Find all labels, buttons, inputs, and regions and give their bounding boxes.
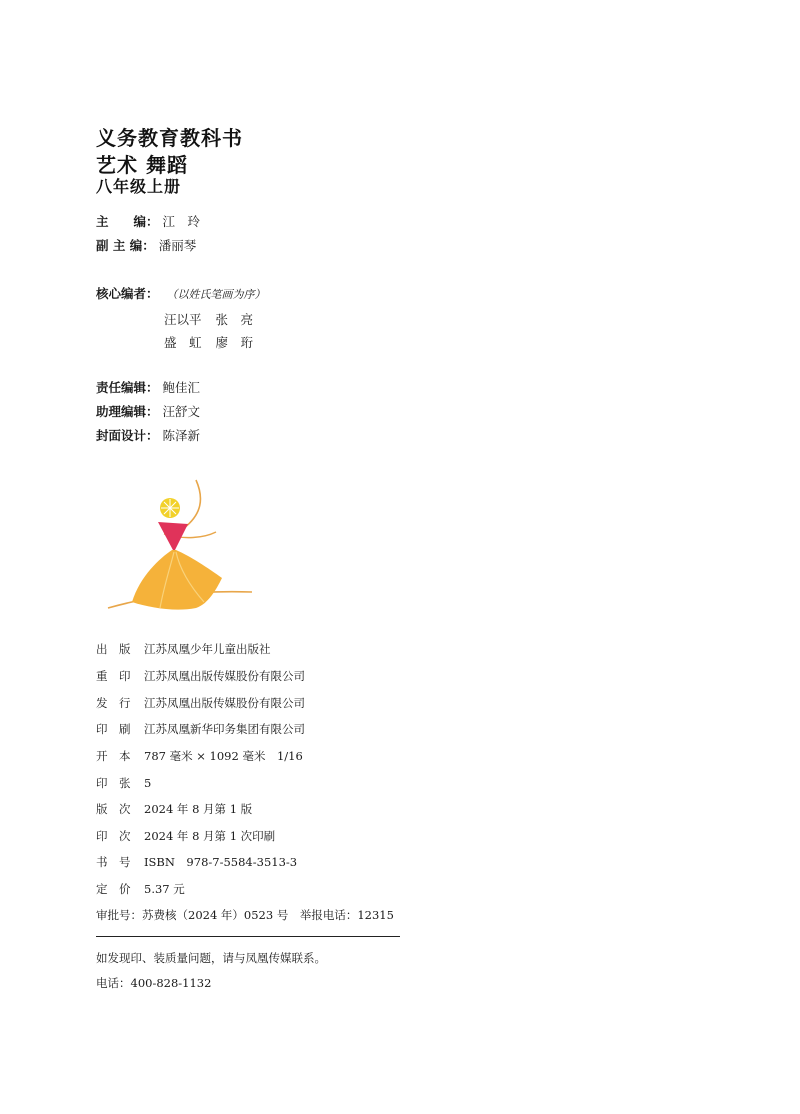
core-editor-name: 盛 虹 <box>164 335 202 350</box>
core-editors-row <box>96 286 266 303</box>
chief-editor-row <box>96 214 200 230</box>
cover-design-value: 陈泽新 <box>162 428 201 443</box>
pub-row: 版 次 2024 年 8 月第 1 版 <box>96 802 253 816</box>
subject-title: 艺术 舞蹈 <box>96 153 188 177</box>
core-editors-note: （以姓氏笔画为序） <box>166 288 266 301</box>
assistant-editor-label: 助理编辑： <box>96 404 159 419</box>
core-editor-name: 廖 珩 <box>215 335 254 350</box>
quality-contact-note: 如发现印、装质量问题，请与凤凰传媒联系。 <box>96 951 326 965</box>
pub-row: 书 号 ISBN 978-7-5584-3513-3 <box>96 855 298 869</box>
responsible-editor-label: 责任编辑： <box>96 380 159 395</box>
dancer-arm-line <box>184 480 200 528</box>
vice-editor-row <box>96 238 196 254</box>
pub-row: 发 行 江苏凤凰出版传媒股份有限公司 <box>96 696 305 710</box>
assistant-editor-value: 汪舒文 <box>162 404 201 419</box>
chief-editor-label: 主 编： <box>96 214 159 229</box>
vice-editor-value: 潘丽琴 <box>158 238 197 253</box>
approval-line: 审批号：苏费核（2024 年）0523 号 举报电话：12315 <box>96 908 394 922</box>
pub-row: 定 价 5.37 元 <box>96 882 185 896</box>
chief-editor-value: 江 玲 <box>162 214 201 229</box>
pub-row: 印 刷 江苏凤凰新华印务集团有限公司 <box>96 722 305 736</box>
core-editor-name: 张 亮 <box>215 312 254 327</box>
pub-row: 出 版 江苏凤凰少年儿童出版社 <box>96 642 271 656</box>
grade-title: 八年级上册 <box>96 177 182 196</box>
dancer-skirt <box>132 550 222 610</box>
pub-row: 印 张 5 <box>96 776 152 790</box>
core-editors-line-1 <box>164 310 253 328</box>
divider-rule <box>96 936 400 937</box>
flower-head <box>160 498 180 518</box>
responsible-editor-row <box>96 380 200 396</box>
core-editor-name: 汪以平 <box>164 312 202 327</box>
cover-design-row <box>96 428 200 444</box>
pub-row: 重 印 江苏凤凰出版传媒股份有限公司 <box>96 669 305 683</box>
cover-design-label: 封面设计： <box>96 428 159 443</box>
assistant-editor-row <box>96 404 200 420</box>
core-editors-line-2 <box>164 333 253 351</box>
pub-row: 开 本 787 毫米 × 1092 毫米 1/16 <box>96 749 303 763</box>
series-title: 义务教育教科书 <box>96 126 243 150</box>
dancer-illustration <box>104 478 264 618</box>
contact-phone: 电话：400-828-1132 <box>96 976 212 990</box>
core-editors-label: 核心编者： <box>96 286 159 301</box>
pub-row: 印 次 2024 年 8 月第 1 次印刷 <box>96 829 276 843</box>
vice-editor-label: 副 主 编： <box>96 238 155 253</box>
responsible-editor-value: 鲍佳汇 <box>162 380 201 395</box>
